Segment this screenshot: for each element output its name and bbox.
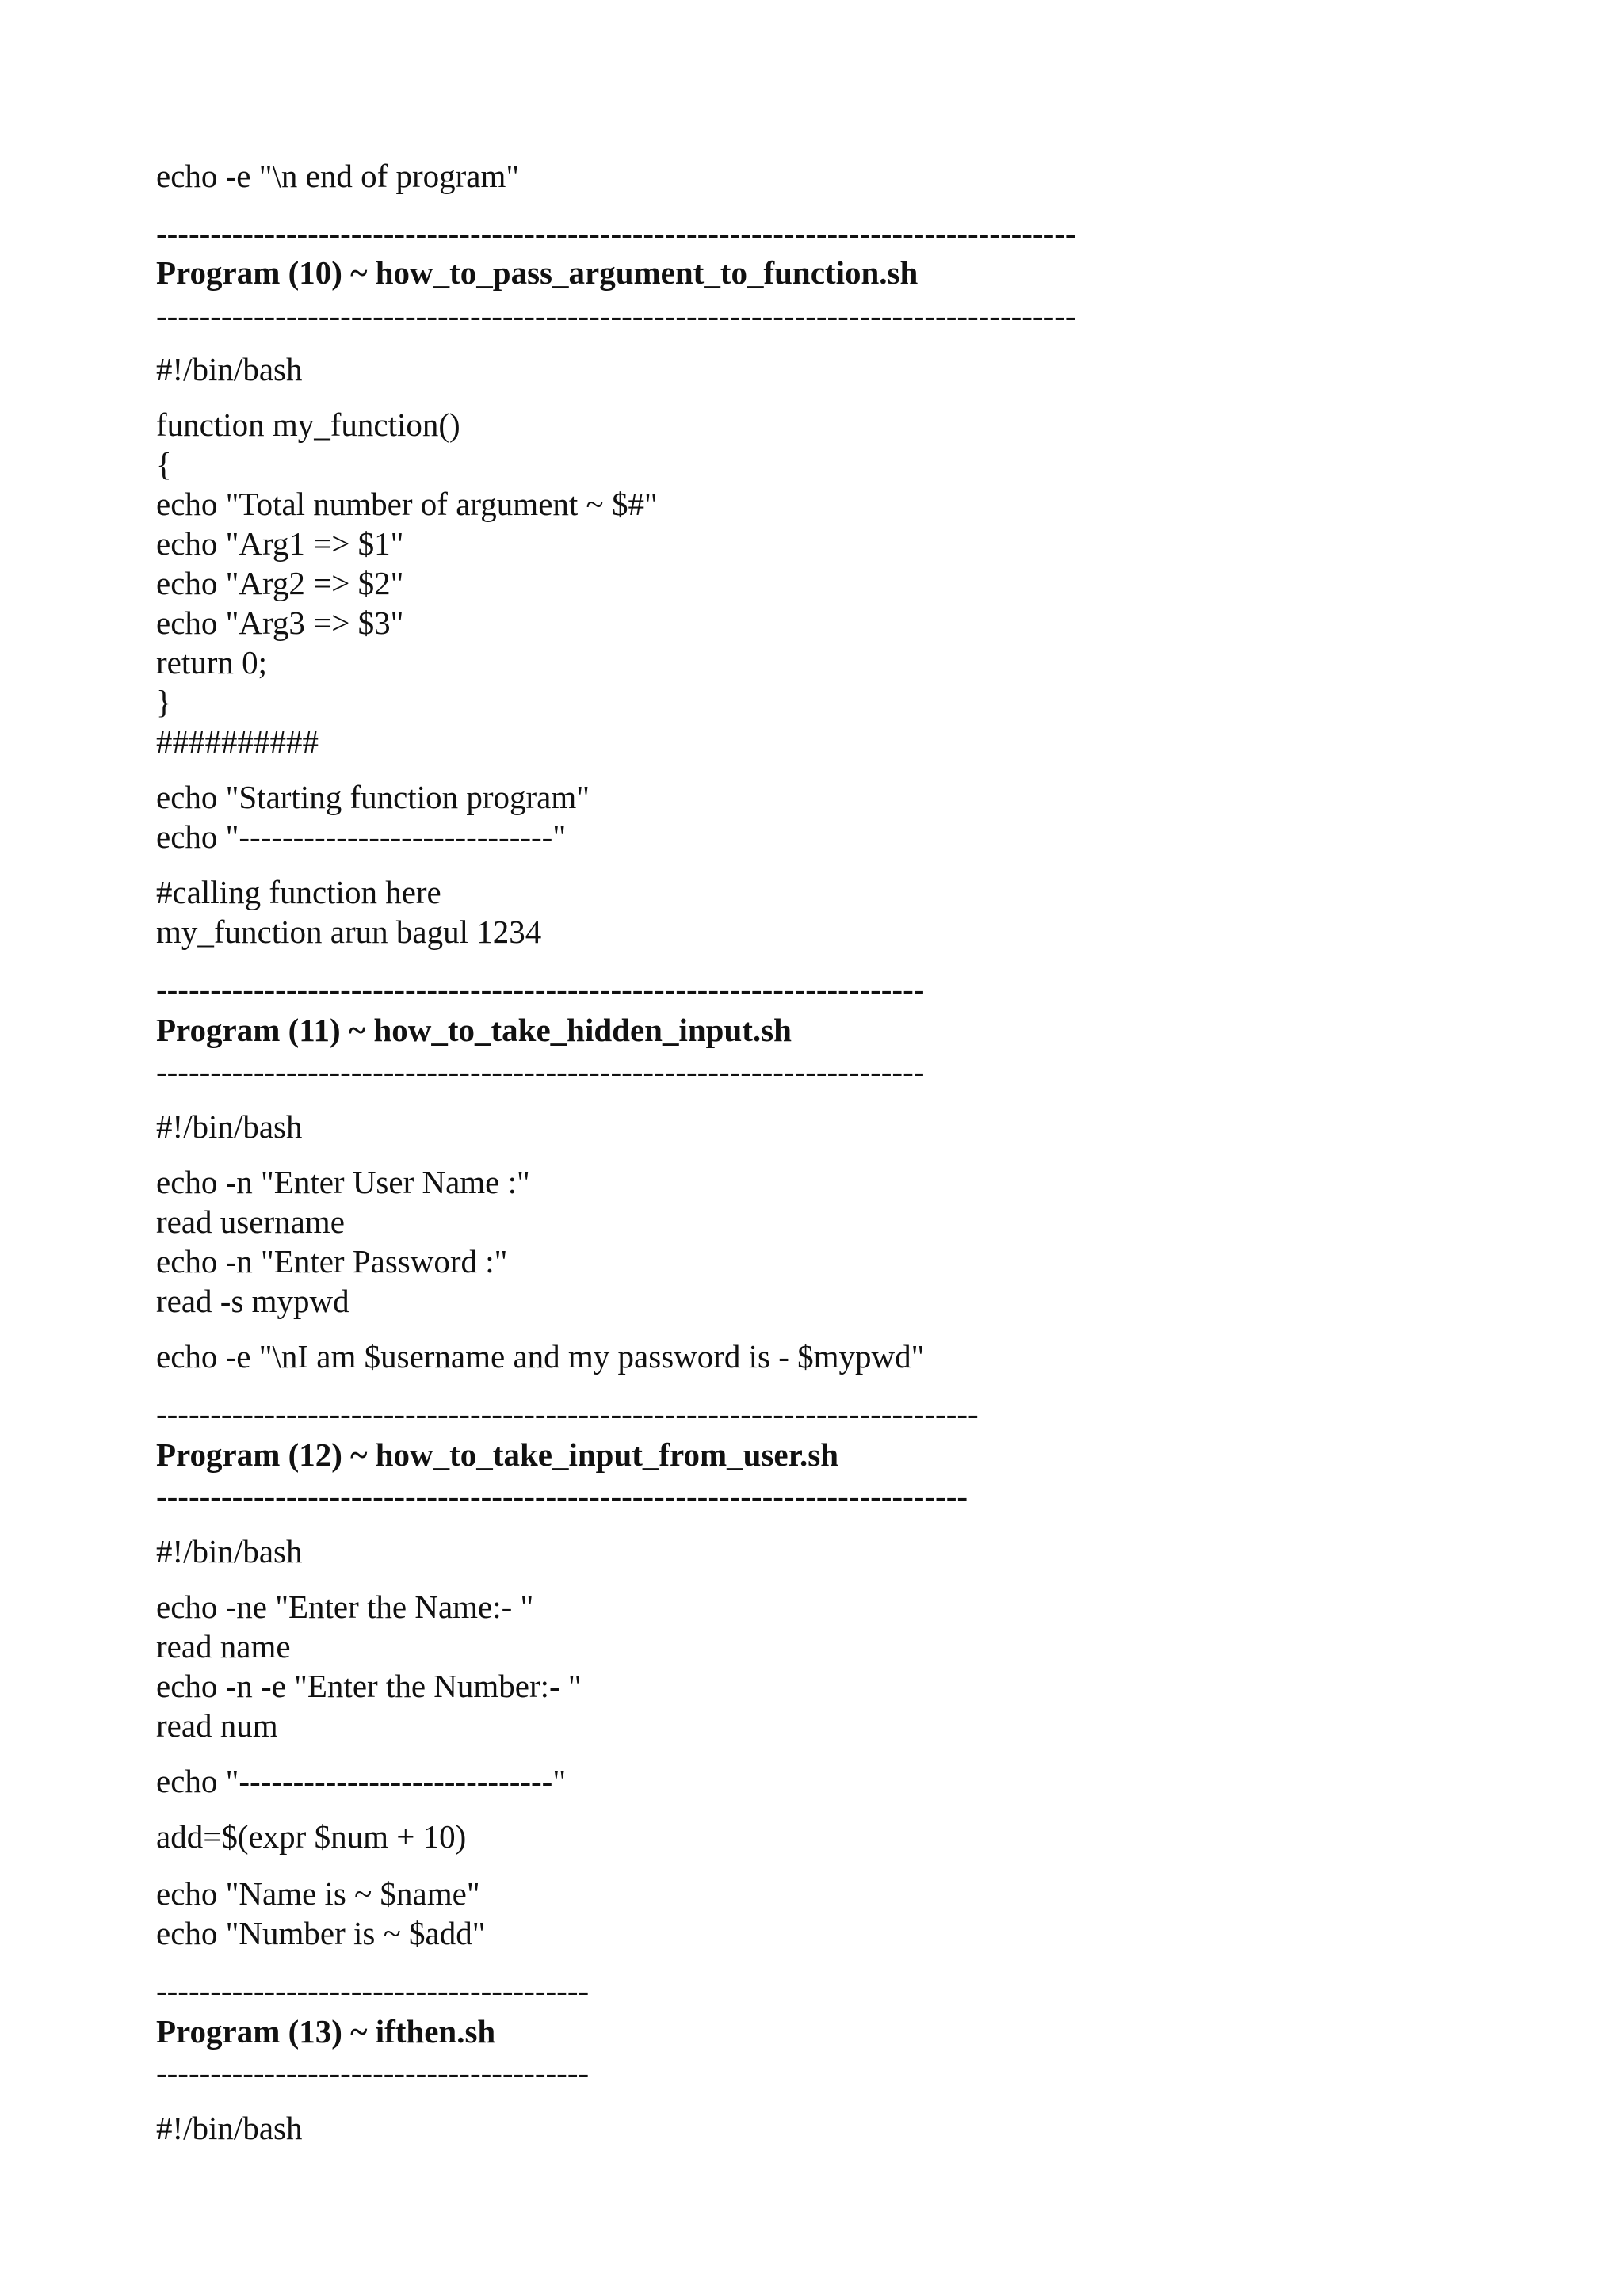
program-heading: Program (10) ~ how_to_pass_argument_to_function.sh	[156, 254, 918, 291]
code-line: return 0;	[156, 644, 268, 681]
code-line: echo "Number is ~ $add"	[156, 1915, 486, 1951]
section-rule: -----------------------------------------------------------------------	[156, 1053, 925, 1089]
code-line: add=$(expr $num + 10)	[156, 1818, 467, 1855]
code-line: #!/bin/bash	[156, 1533, 303, 1569]
code-line: read name	[156, 1628, 291, 1665]
program-heading: Program (12) ~ how_to_take_input_from_user.sh	[156, 1436, 839, 1473]
code-line: }	[156, 684, 172, 720]
code-line: echo -n "Enter Password :"	[156, 1243, 508, 1280]
code-line: read -s mypwd	[156, 1283, 349, 1319]
program-heading: Program (11) ~ how_to_take_hidden_input.sh	[156, 1012, 792, 1048]
code-line: #!/bin/bash	[156, 2110, 303, 2146]
section-rule: -----------------------------------------------------------------------	[156, 971, 925, 1007]
section-rule: ---------------------------------------------------------------------------	[156, 1478, 968, 1514]
code-line: function my_function()	[156, 406, 460, 443]
code-line: echo "Starting function program"	[156, 779, 590, 815]
code-line: echo -n -e "Enter the Number:- "	[156, 1668, 582, 1704]
code-line: echo -e "\nI am $username and my password is - $mypwd"	[156, 1338, 925, 1375]
code-line: {	[156, 446, 172, 482]
section-rule: -------------------------------------------------------------------------------------	[156, 297, 1076, 334]
code-line: #!/bin/bash	[156, 1108, 303, 1145]
section-rule: ----------------------------------------	[156, 1972, 590, 2008]
code-line: echo "Total number of argument ~ $#"	[156, 486, 658, 522]
code-line: #calling function here	[156, 874, 441, 910]
code-line: echo "Arg3 => $3"	[156, 605, 404, 641]
section-rule: ----------------------------------------------------------------------------	[156, 1395, 979, 1432]
code-line: echo "-----------------------------"	[156, 818, 567, 855]
code-line: echo "Name is ~ $name"	[156, 1875, 480, 1912]
code-line: read username	[156, 1203, 345, 1240]
code-line: echo "Arg1 => $1"	[156, 525, 404, 562]
section-rule: ----------------------------------------	[156, 2054, 590, 2091]
code-line: read num	[156, 1707, 278, 1744]
code-line: echo "Arg2 => $2"	[156, 565, 404, 601]
section-rule: -------------------------------------------------------------------------------------	[156, 215, 1076, 251]
program-heading: Program (13) ~ ifthen.sh	[156, 2013, 496, 2050]
code-line: echo -ne "Enter the Name:- "	[156, 1589, 534, 1625]
code-line: #!/bin/bash	[156, 351, 303, 387]
code-line: ##########	[156, 723, 319, 760]
code-line: echo -n "Enter User Name :"	[156, 1164, 530, 1200]
code-line: echo -e "\n end of program"	[156, 158, 520, 194]
code-line: echo "-----------------------------"	[156, 1763, 567, 1799]
code-line: my_function arun bagul 1234	[156, 913, 542, 950]
